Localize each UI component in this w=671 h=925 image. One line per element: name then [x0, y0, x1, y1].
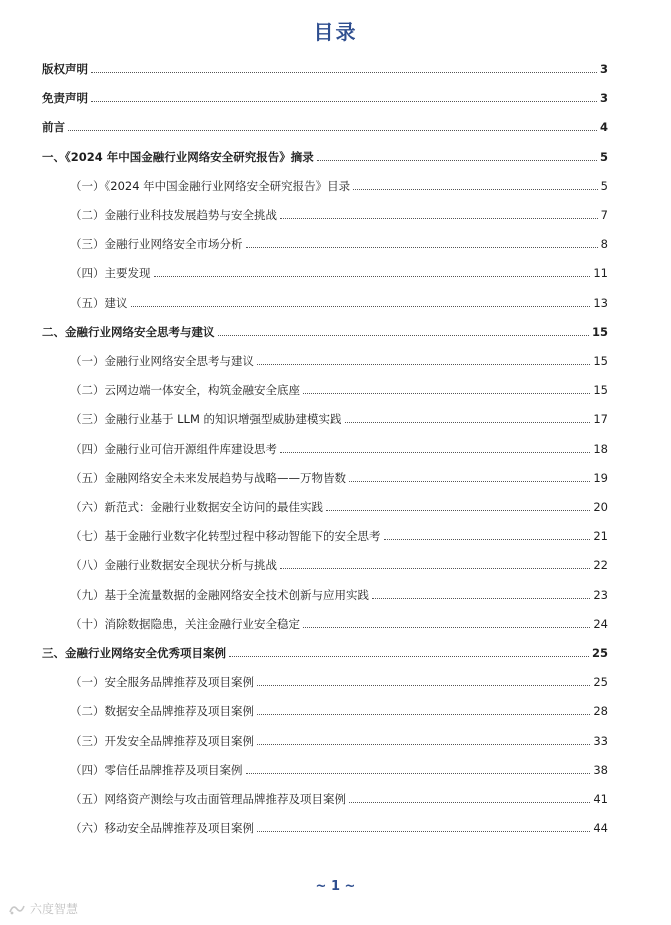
toc-entry-page: 25 [593, 675, 608, 690]
toc-entry[interactable] [42, 644, 608, 662]
toc-entry-label: （一）金融行业网络安全思考与建议 [70, 354, 254, 368]
toc-entry-label: （五）建议 [70, 295, 128, 310]
toc-entry-label: （四）主要发现 [70, 266, 151, 281]
toc-entry[interactable] [70, 702, 608, 720]
toc-entry-label: （三）金融行业基于 LLM 的知识增强型威胁建模实践 [70, 412, 342, 427]
toc-entry[interactable] [42, 60, 608, 78]
toc-entry-label: （七）基于金融行业数字化转型过程中移动智能下的安全思考 [70, 529, 381, 544]
toc-entry[interactable] [70, 381, 608, 399]
toc-entry[interactable] [42, 118, 608, 136]
toc-entry-page: 20 [593, 500, 608, 514]
toc-entry-page: 22 [593, 558, 608, 573]
toc-entry-page: 23 [593, 587, 608, 602]
toc-entry-page: 44 [593, 821, 608, 836]
toc-leader-dots [353, 188, 598, 190]
toc-entry-label: 三、金融行业网络安全优秀项目案例 [42, 646, 226, 660]
toc-entry[interactable] [70, 498, 608, 516]
toc-entry-page: 33 [593, 733, 608, 748]
toc-entry[interactable] [70, 206, 608, 224]
toc-entry[interactable] [70, 761, 608, 779]
toc-entry-label: （一）《2024 年中国金融行业网络安全研究报告》目录 [70, 178, 351, 193]
toc-entry[interactable] [70, 586, 608, 604]
toc-entry[interactable] [70, 732, 608, 750]
toc-leader-dots [246, 246, 598, 248]
toc-leader-dots [326, 509, 590, 511]
toc-entry[interactable] [70, 235, 608, 253]
toc-entry[interactable] [70, 556, 608, 574]
toc-leader-dots [303, 392, 590, 394]
toc-entry-label: （三）开发安全品牌推荐及项目案例 [70, 733, 254, 748]
toc-entry-page: 17 [593, 412, 608, 427]
toc-leader-dots [154, 275, 591, 277]
toc-entry-page: 3 [599, 91, 608, 106]
toc-entry-label: 二、金融行业网络安全思考与建议 [42, 324, 215, 339]
toc-entry-label: 前言 [42, 120, 65, 135]
toc-entry-page: 18 [593, 441, 608, 456]
toc-entry-label: （六）移动安全品牌推荐及项目案例 [70, 821, 254, 836]
toc-entry[interactable] [70, 469, 608, 487]
toc-entry-page: 3 [599, 62, 608, 76]
toc-entry[interactable] [70, 673, 608, 691]
toc-leader-dots [372, 597, 590, 599]
toc-entry-page: 15 [593, 354, 608, 368]
watermark-text: 六度智慧 [30, 902, 79, 916]
toc-leader-dots [91, 71, 597, 73]
toc-entry[interactable] [70, 819, 608, 837]
toc-leader-dots [229, 655, 589, 657]
toc-entry-label: （二）数据安全品牌推荐及项目案例 [70, 704, 254, 719]
toc-leader-dots [218, 334, 589, 336]
toc-entry[interactable] [70, 527, 608, 545]
toc-entry-page: 5 [599, 149, 608, 164]
toc-leader-dots [280, 451, 590, 453]
toc-leader-dots [349, 480, 590, 482]
toc-entry-label: （二）云网边端一体安全，构筑金融安全底座 [70, 383, 300, 398]
toc-leader-dots [303, 626, 590, 628]
toc-entry[interactable] [42, 89, 608, 107]
toc-entry-label: （五）网络资产测绘与攻击面管理品牌推荐及项目案例 [70, 792, 346, 806]
toc-entry-page: 38 [593, 762, 608, 777]
toc-entry-page: 7 [600, 208, 608, 222]
toc-entry-label: （五）金融网络安全未来发展趋势与战略——万物皆数 [70, 470, 346, 485]
toc-leader-dots [317, 159, 597, 161]
toc-leader-dots [131, 305, 591, 307]
toc-entry[interactable] [70, 264, 608, 282]
page-title: 目录 [313, 20, 358, 44]
toc-entry-label: 免责声明 [42, 91, 88, 106]
toc-leader-dots [257, 743, 590, 745]
toc-entry[interactable] [70, 410, 608, 428]
toc-entry-page: 19 [593, 470, 608, 485]
watermark [8, 900, 78, 917]
toc-leader-dots [384, 538, 591, 540]
toc-entry-label: （八）金融行业数据安全现状分析与挑战 [70, 558, 277, 573]
toc-entry-page: 5 [600, 178, 608, 193]
toc-entry[interactable] [70, 440, 608, 458]
toc-leader-dots [68, 129, 597, 131]
page-number: ~ 1 ~ [315, 879, 356, 894]
toc-entry-page: 4 [599, 120, 608, 135]
toc-entry-page: 15 [593, 383, 608, 398]
toc-leader-dots [257, 684, 590, 686]
toc-entry-page: 8 [600, 237, 608, 252]
toc-entry-page: 28 [593, 704, 608, 719]
toc-entry-label: （十）消除数据隐患，关注金融行业安全稳定 [70, 616, 300, 631]
toc-leader-dots [280, 567, 590, 569]
toc-entry[interactable] [42, 323, 608, 341]
toc-entry-page: 13 [593, 295, 608, 310]
toc-entry-label: （六）新范式：金融行业数据安全访问的最佳实践 [70, 500, 323, 514]
toc-entry[interactable] [42, 148, 608, 166]
toc-entry-page: 21 [593, 529, 608, 544]
toc-entry[interactable] [70, 790, 608, 808]
watermark-logo-icon [8, 902, 26, 916]
toc-entry-page: 11 [593, 266, 608, 281]
toc-entry-label: （二）金融行业科技发展趋势与安全挑战 [70, 208, 277, 222]
toc-entry-page: 25 [591, 646, 608, 660]
toc-entry-page: 24 [593, 616, 608, 631]
toc-entry[interactable] [70, 352, 608, 370]
toc-leader-dots [246, 772, 591, 774]
toc-entry-label: （一）安全服务品牌推荐及项目案例 [70, 675, 254, 690]
toc-entry-label: （三）金融行业网络安全市场分析 [70, 237, 243, 252]
toc-entry-page: 15 [591, 324, 608, 339]
toc-entry-label: （四）零信任品牌推荐及项目案例 [70, 762, 243, 777]
toc-entry[interactable] [70, 177, 608, 195]
toc-entry[interactable] [70, 615, 608, 633]
toc-leader-dots [345, 421, 591, 423]
toc-entry-label: （四）金融行业可信开源组件库建设思考 [70, 441, 277, 456]
toc-leader-dots [257, 830, 590, 832]
toc-entry-label: （九）基于全流量数据的金融网络安全技术创新与应用实践 [70, 587, 369, 602]
toc-leader-dots [257, 713, 590, 715]
toc-leader-dots [91, 100, 597, 102]
toc-leader-dots [349, 801, 590, 803]
toc-leader-dots [257, 363, 590, 365]
toc-entry-label: 一、《2024 年中国金融行业网络安全研究报告》摘录 [42, 149, 314, 164]
toc-entry[interactable] [70, 294, 608, 312]
toc-entry-page: 41 [593, 792, 608, 806]
toc-leader-dots [280, 217, 598, 219]
toc-entry-label: 版权声明 [42, 62, 88, 76]
